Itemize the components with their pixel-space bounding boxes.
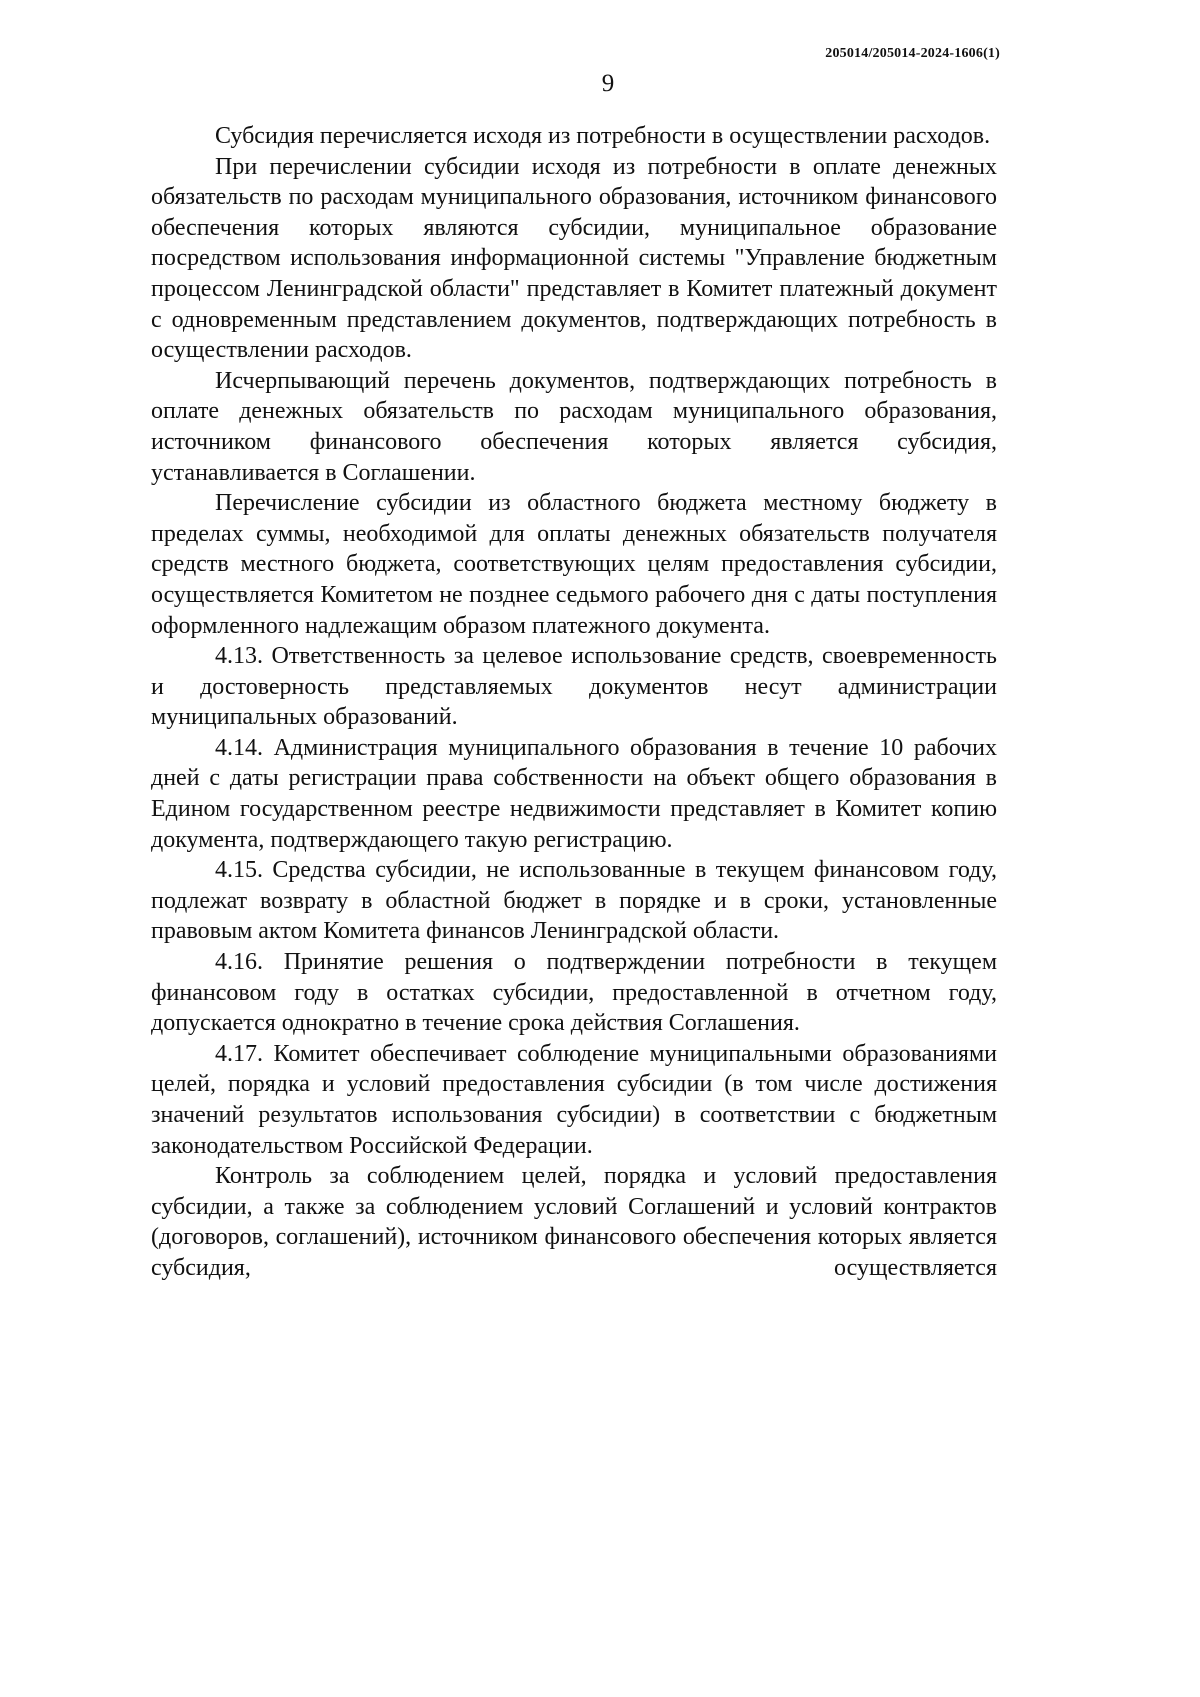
paragraph: Перечисление субсидии из областного бюджета местному бюджету в пределах суммы, необходимой для оплаты денежных обязательств получателя средств местного бюджета, соответствующих целям предоставления субсидии, осуществляется Комитетом не позднее седьмого рабочего дня с даты поступления оформленного надлежащим образом платежного документа. bbox=[151, 490, 997, 639]
paragraph-4-13: 4.13. Ответственность за целевое использование средств, своевременность и достоверность представляемых документов несут администрации муниципальных образований. bbox=[151, 643, 997, 731]
paragraph-4-16: 4.16. Принятие решения о подтверждении потребности в текущем финансовом году в остатках субсидии, предоставленной в отчетном году, допускается однократно в течение срока действия Соглашения. bbox=[151, 949, 997, 1037]
page-number: 9 bbox=[601, 70, 615, 97]
paragraph-4-14: 4.14. Администрация муниципального образования в течение 10 рабочих дней с даты регистрации права собственности на объект общего образования в Едином государственном реестре недвижимости представляет в Комитет копию документа, подтверждающего такую регистрацию. bbox=[151, 734, 997, 853]
paragraph-4-15: 4.15. Средства субсидии, не использованные в текущем финансовом году, подлежат возврату в областной бюджет в порядке и в сроки, установленные правовым актом Комитета финансов Ленинградской области. bbox=[151, 857, 997, 945]
paragraph: Исчерпывающий перечень документов, подтверждающих потребность в оплате денежных обязательств по расходам муниципального образования, источником финансового обеспечения которых является субсидия, устанавливается в Соглашении. bbox=[151, 367, 997, 486]
document-id: 205014/205014-2024-1606(1) bbox=[825, 46, 1000, 61]
paragraph-4-17: 4.17. Комитет обеспечивает соблюдение муниципальными образованиями целей, порядка и условий предоставления субсидии (в том числе достижения значений результатов использования субсидии) в соответствии с бюджетным законодательством Российской Федерации. bbox=[151, 1040, 997, 1159]
paragraph-control: Контроль за соблюдением целей, порядка и условий предоставления субсидии, а также за соблюдением условий Соглашений и условий контрактов (договоров, соглашений), источником финансового обеспечения которых является субсидия, осуществляется bbox=[151, 1163, 997, 1281]
document-body bbox=[151, 121, 997, 1284]
paragraph: При перечислении субсидии исходя из потребности в оплате денежных обязательств по расходам муниципального образования, источником финансового обеспечения которых являются субсидии, муниципальное образование посредством использования информационной системы "Управление бюджетным процессом Ленинградской области" представляет в Комитет платежный документ с одновременным представлением документов, подтверждающих потребность в осуществлении расходов. bbox=[151, 153, 997, 364]
paragraph: Субсидия перечисляется исходя из потребности в осуществлении расходов. bbox=[215, 123, 991, 149]
